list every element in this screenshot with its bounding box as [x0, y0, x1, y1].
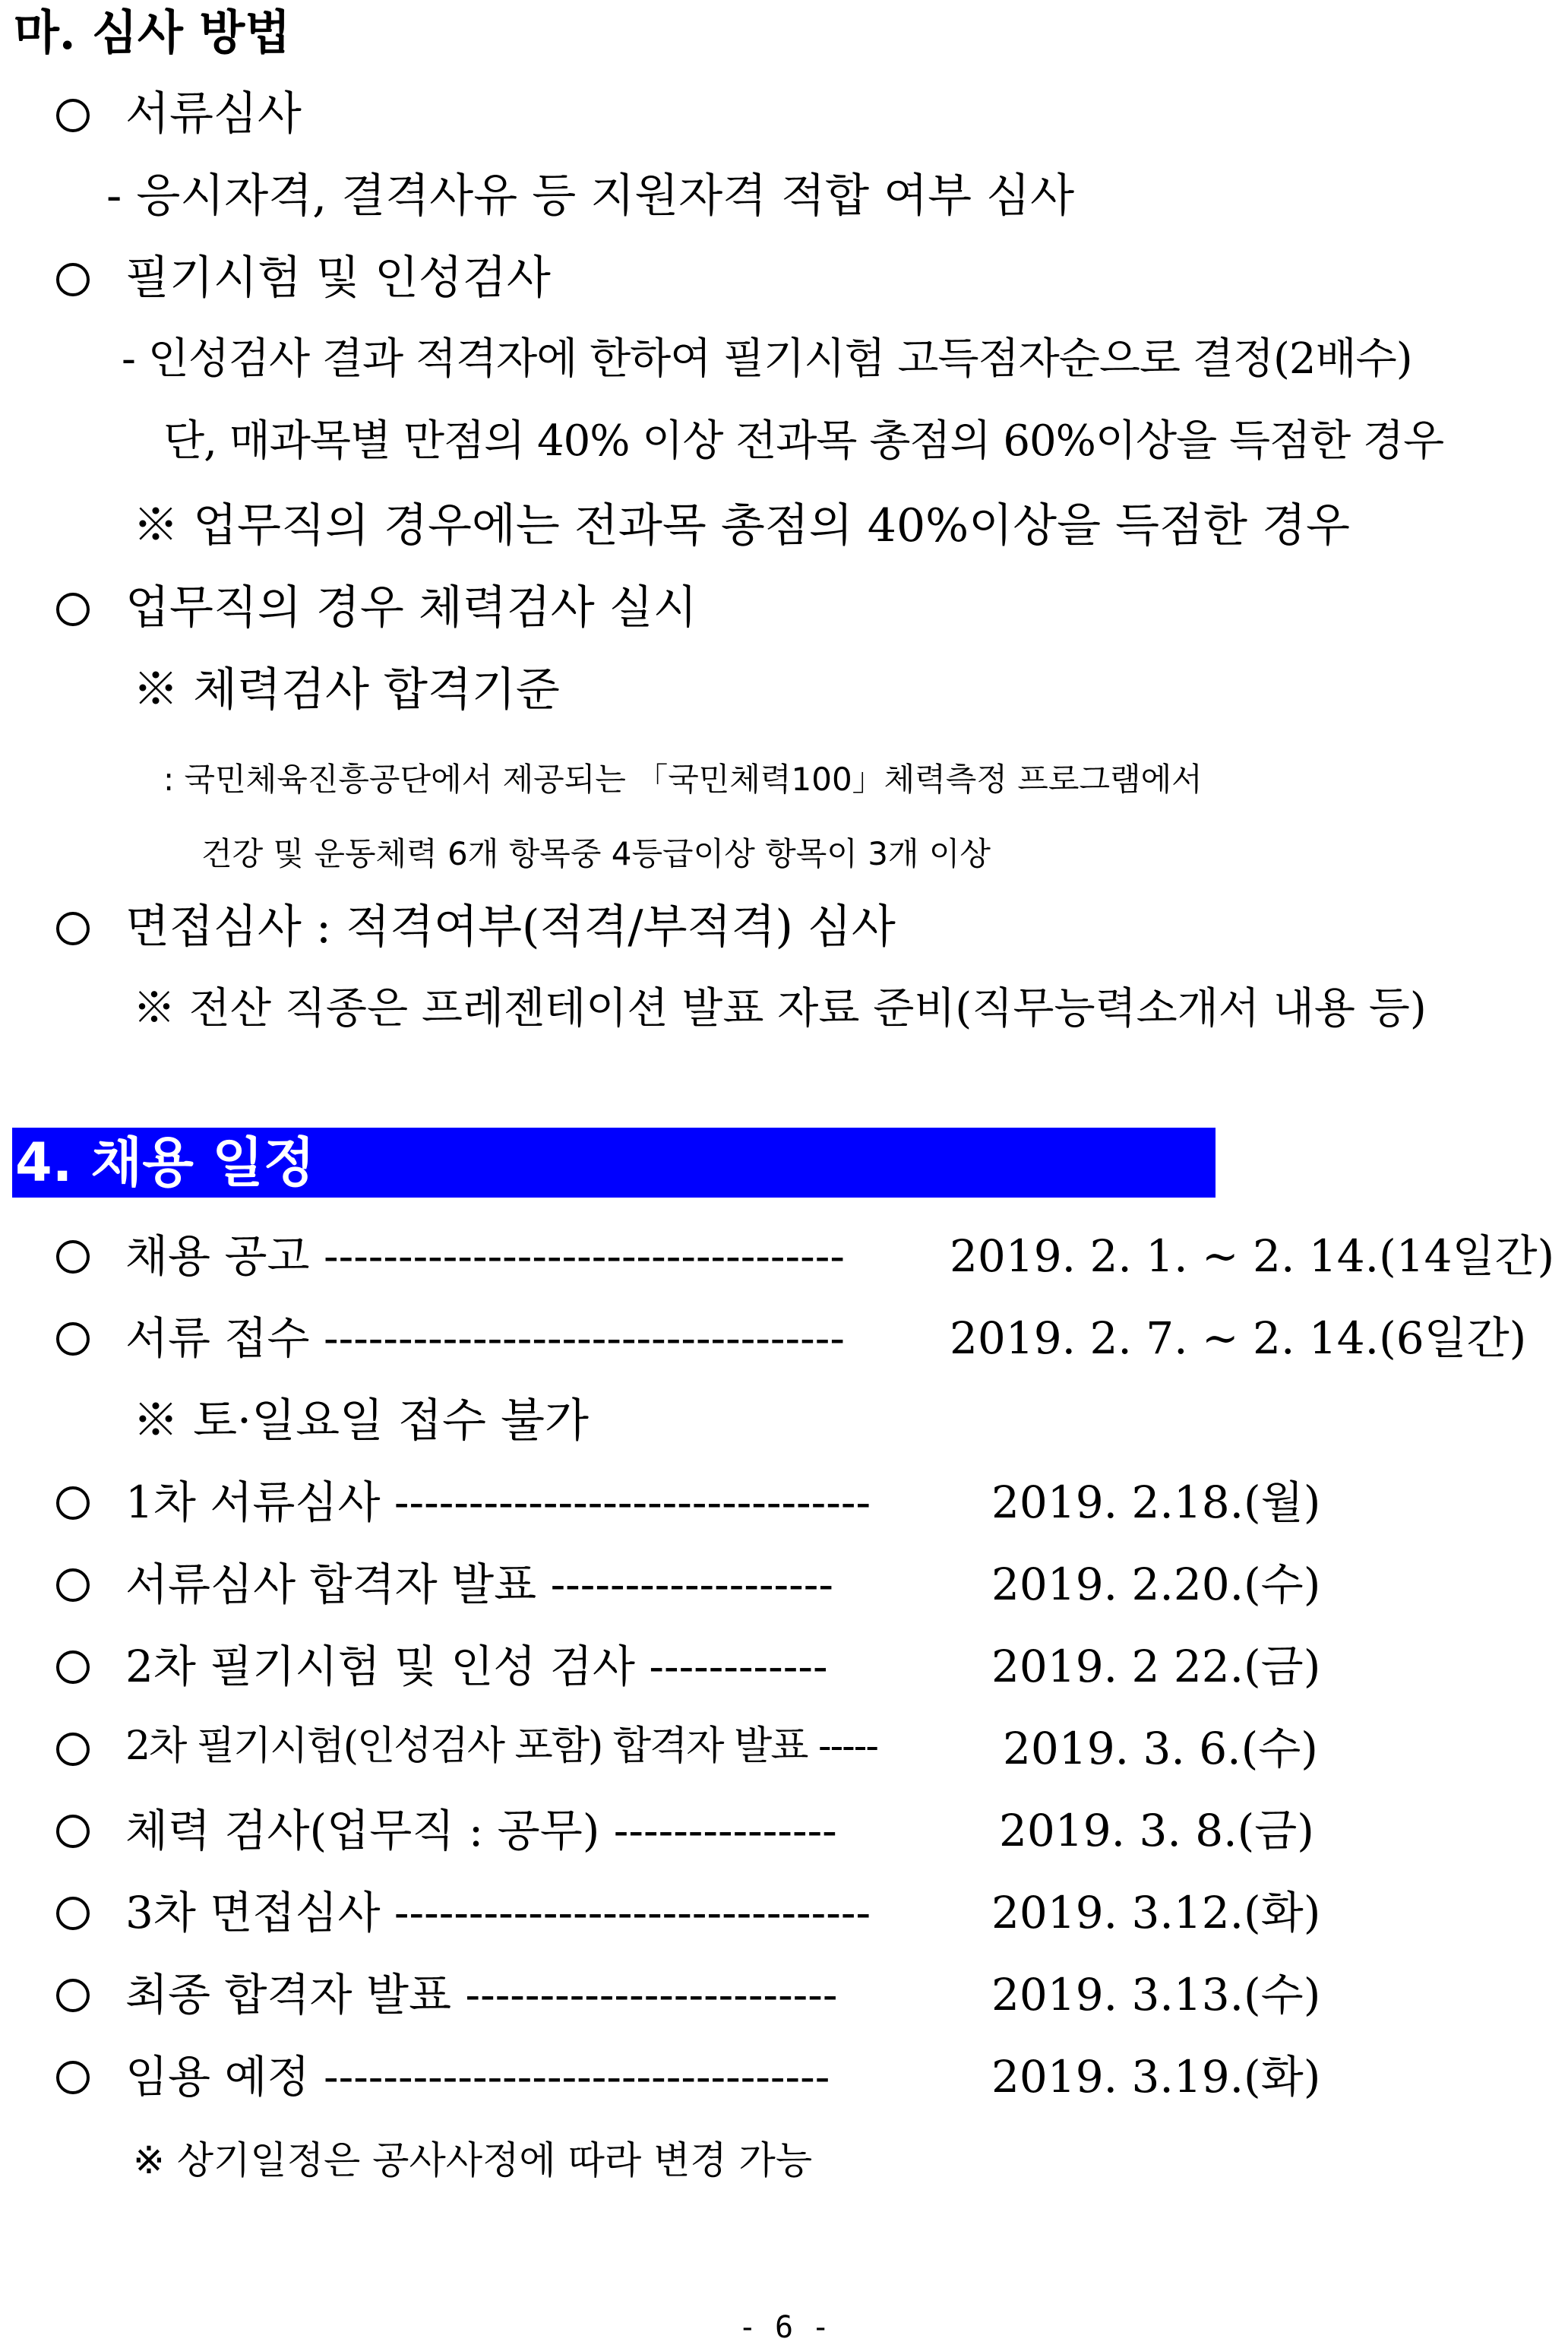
schedule-date: 2019. 3. 6.(수)	[1003, 1723, 1318, 1774]
schedule-label: 서류 접수 -----------------------------------	[125, 1312, 845, 1364]
schedule-label: 2차 필기시험 및 인성 검사 ------------	[125, 1641, 828, 1692]
circle-bullet-icon	[56, 1650, 90, 1684]
page-number: - 6 -	[738, 2310, 830, 2345]
schedule-label: 3차 면접심사 --------------------------------	[125, 1887, 871, 1938]
schedule-date: 2019. 2.18.(월)	[991, 1476, 1321, 1528]
section-title-schedule: 4. 채용 일정	[15, 1131, 315, 1194]
item-fitness-note: ※ 체력검사 합격기준	[133, 663, 560, 717]
item-interview-title: 면접심사 : 적격여부(적격/부적격) 심사	[125, 900, 896, 954]
item-written-detail-2: 단, 매과목별 만점의 40% 이상 전과목 총점의 60%이상을 득점한 경우	[163, 416, 1444, 466]
circle-bullet-icon	[56, 2061, 90, 2094]
item-interview-note: ※ 전산 직종은 프레젠테이션 발표 자료 준비(직무능력소개서 내용 등)	[133, 984, 1427, 1033]
item-written-note: ※ 업무직의 경우에는 전과목 총점의 40%이상을 득점한 경우	[133, 499, 1350, 552]
schedule-date: 2019. 2. 1. ~ 2. 14.(14일간)	[950, 1230, 1555, 1282]
schedule-date: 2019. 3. 8.(금)	[999, 1805, 1314, 1856]
circle-bullet-icon	[56, 1568, 90, 1602]
item-written-title: 필기시험 및 인성검사	[125, 252, 551, 305]
schedule-label: 2차 필기시험(인성검사 포함) 합격자 발표 -----	[125, 1723, 877, 1769]
item-fitness-detail-2: 건강 및 운동체력 6개 항목중 4등급이상 항목이 3개 이상	[201, 835, 991, 872]
circle-bullet-icon	[56, 912, 90, 945]
item-fitness-title: 업무직의 경우 체력검사 실시	[125, 581, 697, 635]
schedule-date: 2019. 3.13.(수)	[991, 1969, 1321, 2021]
schedule-label: 임용 예정 ----------------------------------	[125, 2051, 830, 2103]
schedule-label: 서류심사 합격자 발표 -------------------	[125, 1559, 833, 1610]
schedule-date: 2019. 2.20.(수)	[991, 1559, 1321, 1610]
item-fitness-detail-1: : 국민체육진흥공단에서 제공되는 「국민체력100」체력측정 프로그램에서	[163, 761, 1203, 798]
circle-bullet-icon	[56, 1322, 90, 1356]
circle-bullet-icon	[56, 1486, 90, 1520]
schedule-date: 2019. 3.19.(화)	[991, 2051, 1321, 2103]
schedule-label: 체력 검사(업무직 : 공무) ---------------	[125, 1805, 837, 1856]
schedule-label: 1차 서류심사 --------------------------------	[125, 1476, 871, 1528]
schedule-date: 2019. 2. 7. ~ 2. 14.(6일간)	[950, 1312, 1527, 1364]
schedule-change-note: ※ 상기일정은 공사사정에 따라 변경 가능	[133, 2138, 813, 2182]
item-docs-title: 서류심사	[125, 87, 302, 141]
schedule-label: 채용 공고 -----------------------------------	[125, 1230, 845, 1282]
circle-bullet-icon	[56, 1815, 90, 1848]
circle-bullet-icon	[56, 1240, 90, 1274]
schedule-date: 2019. 3.12.(화)	[991, 1887, 1321, 1938]
weekend-note: ※ 토·일요일 접수 불가	[133, 1394, 589, 1448]
item-docs-detail: - 응시자격, 결격사유 등 지원자격 적합 여부 심사	[106, 169, 1075, 223]
circle-bullet-icon	[56, 99, 90, 132]
schedule-date: 2019. 2 22.(금)	[991, 1641, 1321, 1692]
item-written-detail-1: - 인성검사 결과 적격자에 한하여 필기시험 고득점자순으로 결정(2배수)	[122, 334, 1412, 384]
circle-bullet-icon	[56, 1733, 90, 1766]
circle-bullet-icon	[56, 593, 90, 626]
schedule-label: 최종 합격자 발표 -------------------------	[125, 1969, 838, 2021]
section-title-simsa: 마. 심사 방법	[14, 5, 291, 60]
circle-bullet-icon	[56, 1979, 90, 2012]
circle-bullet-icon	[56, 1897, 90, 1930]
circle-bullet-icon	[56, 263, 90, 296]
